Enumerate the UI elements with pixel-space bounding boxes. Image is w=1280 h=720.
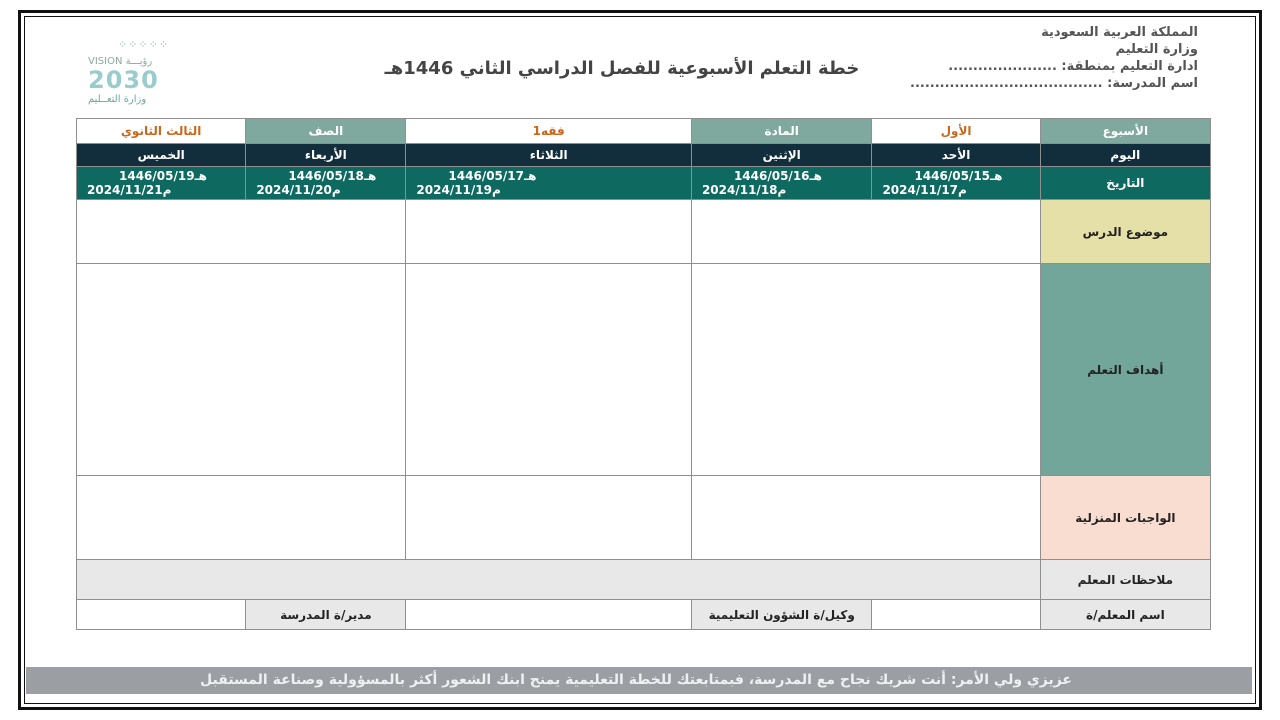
logo-dots-icon: ⁘⁘⁘⁘⁘ xyxy=(118,38,170,51)
date-thursday xyxy=(77,167,246,200)
logo-year: 2030 xyxy=(88,66,159,94)
table-row-topic xyxy=(77,200,1211,264)
day-sunday: الأحد xyxy=(872,144,1040,167)
date-label: التاريخ xyxy=(1040,167,1210,200)
homework-label: الواجبات المنزلية xyxy=(1040,476,1210,560)
objectives-cell-wed-thu[interactable] xyxy=(77,264,406,476)
hijri-date: 1446/05/16هـ xyxy=(733,169,822,183)
gregorian-date: 2024/11/21م xyxy=(87,183,172,197)
grade-label: الصف xyxy=(246,119,406,144)
homework-cell-tue[interactable] xyxy=(406,476,692,560)
gregorian-date: 2024/11/19م xyxy=(416,183,501,197)
header-line-country: المملكة العربية السعودية xyxy=(1041,25,1198,40)
objectives-cell-tue[interactable] xyxy=(406,264,692,476)
logo-vision-text: VISION رؤيـــة xyxy=(88,56,153,67)
principal-label: مدير/ة المدرسة xyxy=(246,600,406,630)
logo-ministry-text: وزارة التعــليم xyxy=(88,94,147,105)
hijri-date: 1446/05/17هـ xyxy=(448,169,537,183)
principal-name-cell[interactable] xyxy=(77,600,246,630)
teacher-label: اسم المعلم/ة xyxy=(1040,600,1210,630)
date-monday xyxy=(691,167,872,200)
table-row-meta xyxy=(77,119,1211,144)
days-label: اليوم xyxy=(1040,144,1210,167)
table-row-homework xyxy=(77,476,1211,560)
table-row-signatures xyxy=(77,600,1211,630)
table-row-objectives xyxy=(77,264,1211,476)
day-monday: الإثنين xyxy=(691,144,872,167)
day-wednesday: الأربعاء xyxy=(246,144,406,167)
notes-label: ملاحظات المعلم xyxy=(1040,560,1210,600)
homework-cell-sun-mon[interactable] xyxy=(691,476,1040,560)
gregorian-date: 2024/11/20م xyxy=(256,183,341,197)
hijri-date: 1446/05/18هـ xyxy=(288,169,377,183)
deputy-label: وكيل/ة الشؤون التعليمية xyxy=(691,600,872,630)
teacher-name-cell[interactable] xyxy=(872,600,1040,630)
topic-cell-tue[interactable] xyxy=(406,200,692,264)
topic-cell-wed-thu[interactable] xyxy=(77,200,406,264)
week-label: الأسبوع xyxy=(1040,119,1210,144)
homework-cell-wed-thu[interactable] xyxy=(77,476,406,560)
table-row-dates xyxy=(77,167,1211,200)
vision-2030-logo xyxy=(82,38,212,108)
deputy-name-cell[interactable] xyxy=(406,600,692,630)
date-sunday xyxy=(872,167,1040,200)
gregorian-date: 2024/11/17م xyxy=(882,183,967,197)
header-info xyxy=(910,24,1198,92)
objectives-cell-sun-mon[interactable] xyxy=(691,264,1040,476)
objectives-label: أهداف التعلم xyxy=(1040,264,1210,476)
header-line-region: ادارة التعليم بمنطقة: ...................... xyxy=(948,59,1198,74)
gregorian-date: 2024/11/18م xyxy=(701,183,787,197)
day-thursday: الخميس xyxy=(77,144,246,167)
hijri-date: 1446/05/19هـ xyxy=(119,169,207,183)
topic-cell-sun-mon[interactable] xyxy=(691,200,1040,264)
week-value[interactable]: الأول xyxy=(872,119,1040,144)
page-title: خطة التعلم الأسبوعية للفصل الدراسي الثاني 1446هـ xyxy=(384,58,860,79)
notes-cell[interactable] xyxy=(77,560,1041,600)
table-row-days xyxy=(77,144,1211,167)
weekly-plan-table xyxy=(76,118,1211,630)
topic-label: موضوع الدرس xyxy=(1040,200,1210,264)
date-tuesday xyxy=(406,167,692,200)
table-row-notes xyxy=(77,560,1211,600)
header-line-school: اسم المدرسة: ....................................... xyxy=(910,76,1198,91)
grade-value[interactable]: الثالث الثانوي xyxy=(77,119,246,144)
date-wednesday xyxy=(246,167,406,200)
subject-value[interactable]: فقه1 xyxy=(406,119,692,144)
header-line-ministry: وزارة التعليم xyxy=(1115,42,1198,57)
parent-message-footer: عزيزي ولي الأمر: أنت شريك نجاح مع المدرسة، فبمتابعتك للخطة التعليمية يمنح ابنك الشعور أكثر بالمسؤولية وصناعة المستقبل xyxy=(26,667,1252,694)
hijri-date: 1446/05/15هـ xyxy=(914,169,1003,183)
subject-label: المادة xyxy=(691,119,872,144)
day-tuesday: الثلاثاء xyxy=(406,144,692,167)
